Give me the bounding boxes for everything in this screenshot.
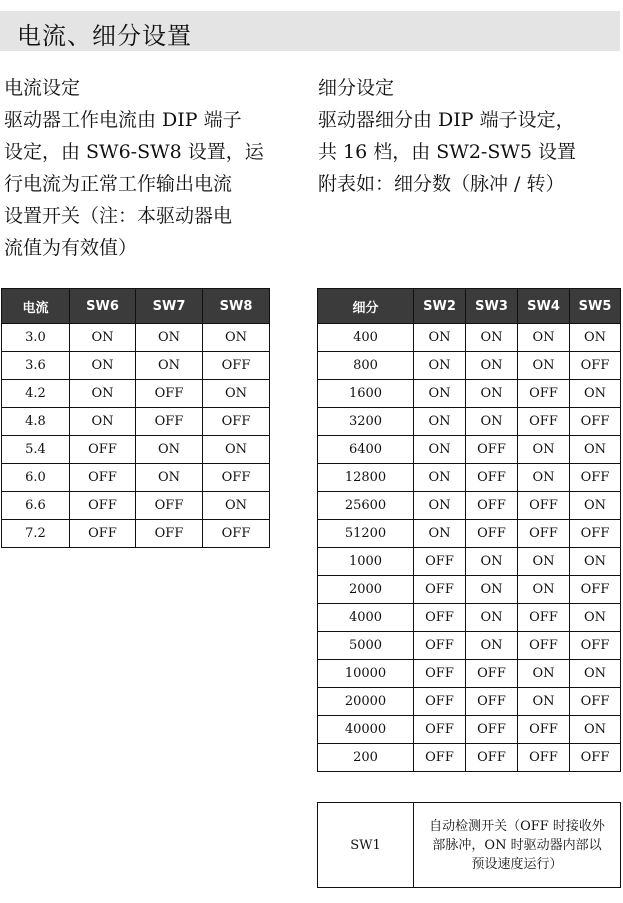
subdivision-table-header <box>318 289 621 324</box>
subdivision-table-cell: OFF <box>570 464 621 492</box>
subdivision-table-cell: ON <box>414 324 466 352</box>
subdivision-table-cell: ON <box>518 576 570 604</box>
title-bar <box>0 11 620 51</box>
current-line: 流值为有效值） <box>4 237 138 259</box>
sw1-desc-line: 自动检测开关（OFF 时接收外 <box>429 818 605 834</box>
subdivision-table-cell: OFF <box>518 604 570 632</box>
current-table-cell: ON <box>136 464 203 492</box>
subdivision-table-cell: OFF <box>466 520 518 548</box>
subdivision-table-cell: ON <box>570 436 621 464</box>
subdivision-table-cell: OFF <box>570 744 621 772</box>
subdivision-table-header-cell: 细分 <box>318 289 414 324</box>
subdivision-table-header-cell: SW3 <box>466 289 518 324</box>
subdivision-table-cell: OFF <box>466 436 518 464</box>
table-row <box>2 408 270 436</box>
current-heading: 电流设定 <box>4 77 81 99</box>
subdivision-table-cell: ON <box>414 492 466 520</box>
current-table-cell: OFF <box>136 380 203 408</box>
subdivision-table-cell: OFF <box>518 492 570 520</box>
subdivision-table-cell: ON <box>466 324 518 352</box>
subdivision-table-cell: ON <box>466 604 518 632</box>
table-row <box>318 716 621 744</box>
current-table-cell: ON <box>70 352 136 380</box>
sw1-desc-line: 预设速度运行） <box>471 856 563 872</box>
current-table-cell: ON <box>203 380 270 408</box>
subdivision-table-cell: ON <box>414 436 466 464</box>
subdivision-table-header-cell: SW2 <box>414 289 466 324</box>
subdivision-table-cell: OFF <box>570 576 621 604</box>
subdivision-table-cell: OFF <box>570 632 621 660</box>
subdivision-table-cell: 6400 <box>318 436 414 464</box>
subdivision-table-cell: 2000 <box>318 576 414 604</box>
current-table-cell: 6.0 <box>2 464 70 492</box>
current-table-cell: ON <box>70 408 136 436</box>
current-table-header-cell: 电流 <box>2 289 70 324</box>
current-table-cell: 6.6 <box>2 492 70 520</box>
current-section <box>4 72 272 264</box>
current-table-cell: OFF <box>70 464 136 492</box>
current-line: 行电流为正常工作输出电流 <box>4 173 233 195</box>
subdivision-table-cell: OFF <box>414 716 466 744</box>
subdivision-table-cell: ON <box>570 324 621 352</box>
subdivision-table-cell: OFF <box>414 688 466 716</box>
subdivision-table-cell: ON <box>570 492 621 520</box>
current-table-cell: ON <box>136 436 203 464</box>
subdivision-table-header-cell: SW5 <box>570 289 621 324</box>
current-line: 设定，由 SW6-SW8 设置，运 <box>4 141 264 163</box>
current-table-cell: OFF <box>203 408 270 436</box>
table-row <box>318 492 621 520</box>
subdivision-table-header-cell: SW4 <box>518 289 570 324</box>
subdivision-table-cell: 40000 <box>318 716 414 744</box>
current-table-cell: OFF <box>136 520 203 548</box>
current-table-header-cell: SW8 <box>203 289 270 324</box>
subdivision-table-cell: 1000 <box>318 548 414 576</box>
table-row <box>318 520 621 548</box>
current-table-cell: 3.0 <box>2 324 70 352</box>
current-table-cell: OFF <box>70 492 136 520</box>
subdivision-table-cell: 1600 <box>318 380 414 408</box>
table-row <box>318 604 621 632</box>
table-row <box>318 744 621 772</box>
subdivision-line: 驱动器细分由 DIP 端子设定， <box>318 109 575 131</box>
current-table-header <box>2 289 270 324</box>
subdivision-table-cell: OFF <box>518 744 570 772</box>
subdivision-table-cell: OFF <box>518 632 570 660</box>
table-row <box>2 436 270 464</box>
table-row <box>318 464 621 492</box>
subdivision-table-cell: OFF <box>466 716 518 744</box>
subdivision-table-cell: 10000 <box>318 660 414 688</box>
subdivision-table-cell: OFF <box>414 604 466 632</box>
subdivision-table-cell: OFF <box>414 548 466 576</box>
subdivision-table-cell: OFF <box>414 632 466 660</box>
current-table-cell: OFF <box>70 436 136 464</box>
subdivision-table-cell: OFF <box>466 492 518 520</box>
current-table-cell: ON <box>70 324 136 352</box>
subdivision-table-cell: ON <box>570 716 621 744</box>
current-table-cell: 3.6 <box>2 352 70 380</box>
subdivision-table-cell: OFF <box>466 688 518 716</box>
table-row <box>2 380 270 408</box>
subdivision-heading: 细分设定 <box>318 77 395 99</box>
current-table-cell: OFF <box>203 352 270 380</box>
table-row <box>318 408 621 436</box>
subdivision-table-cell: OFF <box>518 716 570 744</box>
subdivision-section <box>318 72 623 200</box>
table-row <box>318 660 621 688</box>
table-row <box>318 324 621 352</box>
subdivision-table-cell: OFF <box>414 744 466 772</box>
subdivision-table-cell: ON <box>466 632 518 660</box>
table-row <box>2 520 270 548</box>
subdivision-table-cell: 25600 <box>318 492 414 520</box>
subdivision-table-cell: OFF <box>518 520 570 548</box>
subdivision-table-cell: OFF <box>414 576 466 604</box>
subdivision-table-cell: ON <box>518 324 570 352</box>
subdivision-table-cell: 20000 <box>318 688 414 716</box>
subdivision-table-cell: ON <box>570 548 621 576</box>
subdivision-table-cell: 400 <box>318 324 414 352</box>
subdivision-table-cell: OFF <box>466 660 518 688</box>
subdivision-table-cell: ON <box>466 380 518 408</box>
subdivision-line: 共 16 档，由 SW2-SW5 设置 <box>318 141 577 163</box>
table-row <box>2 324 270 352</box>
sw1-description <box>414 803 621 888</box>
subdivision-table-cell: ON <box>518 548 570 576</box>
subdivision-table-cell: OFF <box>518 408 570 436</box>
current-table-cell: ON <box>136 324 203 352</box>
sw1-table <box>317 802 621 888</box>
subdivision-table-cell: ON <box>518 660 570 688</box>
current-table-cell: ON <box>203 436 270 464</box>
subdivision-table-cell: 51200 <box>318 520 414 548</box>
subdivision-table-cell: OFF <box>466 744 518 772</box>
subdivision-table-cell: OFF <box>570 520 621 548</box>
table-row <box>318 436 621 464</box>
current-table-cell: ON <box>136 352 203 380</box>
subdivision-table-cell: OFF <box>570 408 621 436</box>
subdivision-table-cell: 200 <box>318 744 414 772</box>
subdivision-table-cell: ON <box>570 380 621 408</box>
subdivision-table-cell: ON <box>414 352 466 380</box>
current-table-header-cell: SW7 <box>136 289 203 324</box>
subdivision-table-cell: ON <box>414 408 466 436</box>
sw1-label: SW1 <box>318 803 414 888</box>
current-table-cell: OFF <box>136 408 203 436</box>
current-line: 驱动器工作电流由 DIP 端子 <box>4 109 242 131</box>
table-row <box>318 380 621 408</box>
subdivision-table-cell: ON <box>414 380 466 408</box>
subdivision-table-cell: 4000 <box>318 604 414 632</box>
subdivision-table-cell: 5000 <box>318 632 414 660</box>
subdivision-table-cell: ON <box>518 436 570 464</box>
subdivision-table-cell: ON <box>466 548 518 576</box>
current-table-cell: ON <box>70 380 136 408</box>
subdivision-table-cell: OFF <box>570 352 621 380</box>
subdivision-table-cell: OFF <box>570 688 621 716</box>
subdivision-table-cell: ON <box>466 408 518 436</box>
page-title: 电流、细分设置 <box>17 22 192 50</box>
table-row <box>2 492 270 520</box>
current-table-cell: 4.2 <box>2 380 70 408</box>
subdivision-table-cell: ON <box>466 352 518 380</box>
subdivision-line: 附表如：细分数（脉冲 / 转） <box>318 173 565 195</box>
table-row <box>2 352 270 380</box>
current-table-cell: 4.8 <box>2 408 70 436</box>
current-line: 设置开关（注：本驱动器电 <box>4 205 233 227</box>
table-row <box>318 576 621 604</box>
current-table-header-cell: SW6 <box>70 289 136 324</box>
current-table-cell: OFF <box>203 520 270 548</box>
subdivision-table-cell: ON <box>570 660 621 688</box>
subdivision-table-cell: ON <box>466 576 518 604</box>
sw1-row <box>318 803 621 888</box>
current-table <box>1 288 270 548</box>
subdivision-table-cell: ON <box>518 352 570 380</box>
table-row <box>318 548 621 576</box>
subdivision-table-cell: ON <box>414 464 466 492</box>
current-table-cell: ON <box>203 492 270 520</box>
subdivision-table-cell: 12800 <box>318 464 414 492</box>
subdivision-table-cell: OFF <box>518 380 570 408</box>
table-row <box>318 688 621 716</box>
current-table-cell: OFF <box>70 520 136 548</box>
subdivision-table-cell: ON <box>570 604 621 632</box>
subdivision-table <box>317 288 621 772</box>
subdivision-table-cell: 3200 <box>318 408 414 436</box>
subdivision-table-cell: ON <box>518 688 570 716</box>
current-table-cell: 5.4 <box>2 436 70 464</box>
table-row <box>2 464 270 492</box>
current-table-cell: OFF <box>203 464 270 492</box>
subdivision-table-cell: ON <box>518 464 570 492</box>
table-row <box>318 352 621 380</box>
subdivision-table-cell: OFF <box>414 660 466 688</box>
table-row <box>318 632 621 660</box>
current-table-cell: 7.2 <box>2 520 70 548</box>
sw1-desc-line: 部脉冲，ON 时驱动器内部以 <box>432 837 602 853</box>
current-table-cell: OFF <box>136 492 203 520</box>
subdivision-table-cell: ON <box>414 520 466 548</box>
subdivision-table-cell: OFF <box>466 464 518 492</box>
current-table-cell: ON <box>203 324 270 352</box>
subdivision-table-cell: 800 <box>318 352 414 380</box>
